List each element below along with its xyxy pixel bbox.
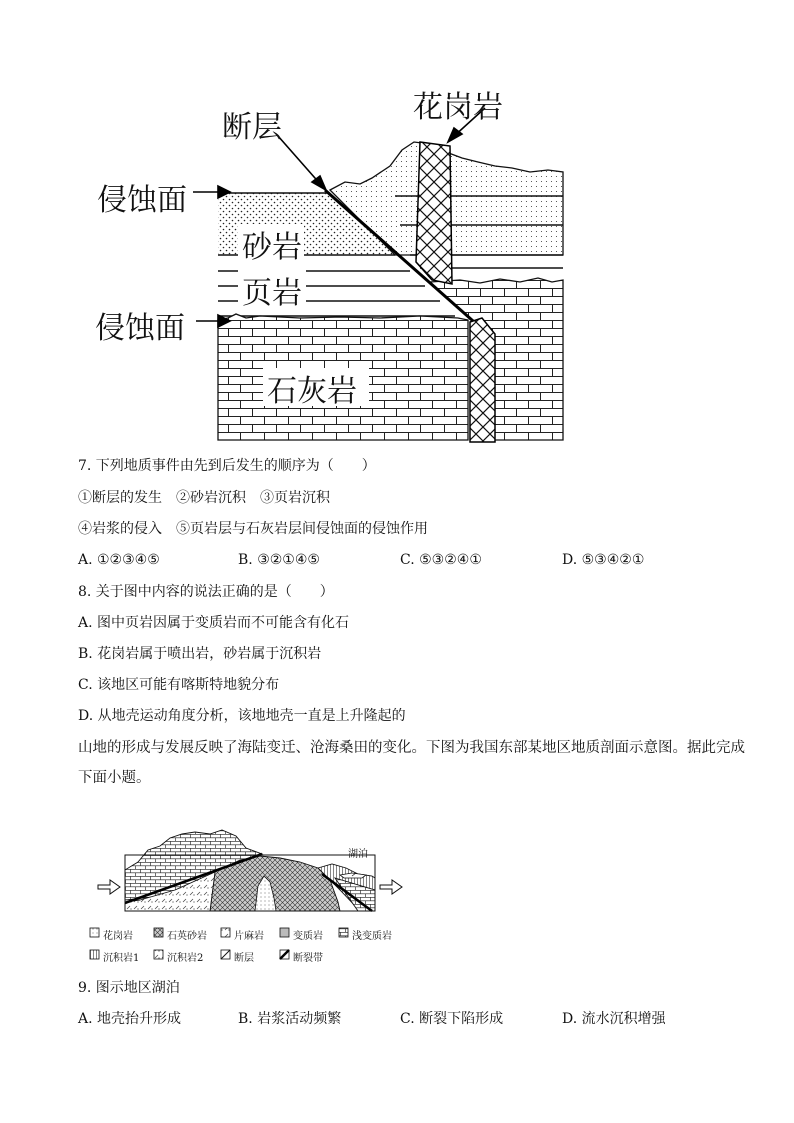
- question-9-stem: 9. 图示地区湖泊: [78, 980, 180, 996]
- erosion-surface-upper-label: 侵蚀面: [97, 183, 187, 218]
- granite-label: 花岗岩: [413, 90, 503, 125]
- question-7-option-c[interactable]: C. ⑤③②④①: [400, 552, 482, 568]
- question-7-option-a[interactable]: A. ①②③④⑤: [78, 552, 160, 568]
- legend-gneiss: 片麻岩: [234, 931, 264, 942]
- legend-fracture-zone: 断裂带: [293, 953, 323, 964]
- figure-geologic-section-2: [0, 820, 794, 970]
- question-8-option-a[interactable]: A. 图中页岩因属于变质岩而不可能含有化石: [78, 615, 350, 631]
- granite-lower-intrusion: [470, 318, 495, 442]
- question-9-option-c[interactable]: C. 断裂下陷形成: [400, 1011, 504, 1027]
- question-9-option-b[interactable]: B. 岩浆活动频繁: [238, 1011, 342, 1027]
- sandstone-label: 砂岩: [242, 230, 302, 265]
- erosion-surface-lower-label: 侵蚀面: [95, 311, 185, 346]
- cross-section-diagram-2: [0, 820, 794, 970]
- limestone-label: 石灰岩: [267, 374, 357, 409]
- question-7-stem: 7. 下列地质事件由先到后发生的顺序为（ ）: [78, 458, 376, 474]
- question-8-option-d[interactable]: D. 从地壳运动角度分析，该地地壳一直是上升隆起的: [78, 708, 406, 724]
- cross-section-diagram: [0, 0, 794, 450]
- question-9-option-d[interactable]: D. 流水沉积增强: [562, 1011, 666, 1027]
- figure-geologic-section-1: [0, 0, 794, 450]
- question-8-option-c[interactable]: C. 该地区可能有喀斯特地貌分布: [78, 677, 280, 693]
- question-8-option-b[interactable]: B. 花岗岩属于喷出岩，砂岩属于沉积岩: [78, 646, 322, 662]
- question-7-option-d[interactable]: D. ⑤③④②①: [562, 552, 645, 568]
- shale-label: 页岩: [242, 276, 302, 311]
- legend-quartz-sandstone: 石英砂岩: [167, 931, 207, 942]
- intro-line-2: 下面小题。: [78, 770, 151, 786]
- legend-fault: 断层: [234, 953, 254, 964]
- lake-label: 湖泊: [348, 849, 368, 860]
- legend-granite: 花岗岩: [103, 931, 133, 942]
- legend-metamorphic-rock: 变质岩: [293, 931, 323, 942]
- intro-line-1: 山地的形成与发展反映了海陆变迁、沧海桑田的变化。下图为我国东部某地区地质剖面示意图。据此完成: [78, 740, 745, 756]
- legend-low-grade-metamorphic-rock: 浅变质岩: [352, 931, 392, 942]
- question-8-stem: 8. 关于图中内容的说法正确的是（ ）: [78, 584, 334, 600]
- question-9-option-a[interactable]: A. 地壳抬升形成: [78, 1011, 182, 1027]
- legend-sedimentary-rock-1: 沉积岩1: [103, 953, 140, 964]
- fault-label: 断层: [222, 110, 282, 145]
- legend-sedimentary-rock-2: 沉积岩2: [167, 953, 204, 964]
- granite-upper-intrusion: [416, 142, 452, 284]
- question-7-events-line-1: ①断层的发生 ②砂岩沉积 ③页岩沉积: [78, 490, 330, 506]
- question-7-option-b[interactable]: B. ③②①④⑤: [238, 552, 320, 568]
- question-7-events-line-2: ④岩浆的侵入 ⑤页岩层与石灰岩层间侵蚀面的侵蚀作用: [78, 521, 428, 537]
